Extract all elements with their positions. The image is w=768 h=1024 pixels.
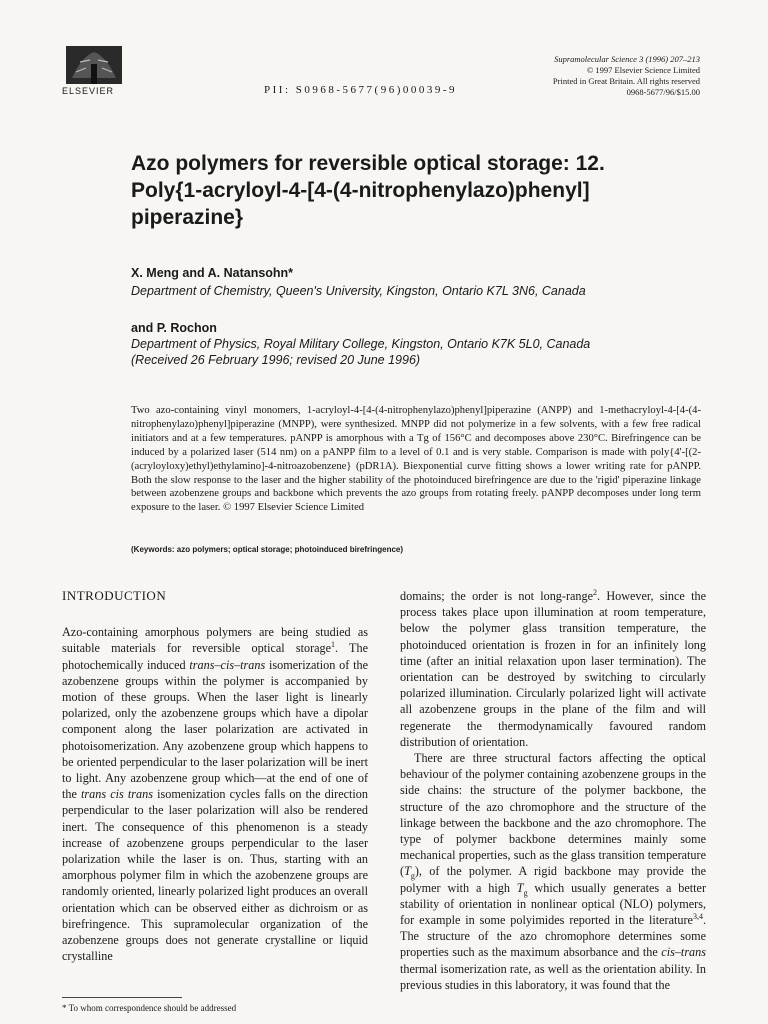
citation-ref: 2	[593, 587, 598, 597]
affiliation-1-text: Department of Chemistry, Queen's University, Kingston, Ontario K7L 3N6, Canada	[131, 284, 586, 298]
journal-info	[553, 54, 700, 98]
pii-code: PII: S0968-5677(96)00039-9	[264, 84, 458, 96]
citation-ref: 1	[331, 640, 336, 650]
received-dates: (Received 26 February 1996; revised 20 June 1996)	[131, 353, 421, 367]
body-right-column	[400, 588, 706, 993]
printed-line: Printed in Great Britain. All rights reserved	[552, 76, 700, 86]
footnote: * To whom correspondence should be addressed	[62, 1003, 237, 1013]
intro-paragraph-2: There are three structural factors affecting the optical behaviour of the polymer containing azobenzene groups in the side chains: the structure of the polymer backbone, the structure of the azo chromophore and the structure of the linkage between the backbone and the azo chromophore. The type of polymer backbone determines mainly some mechanical properties, such as the glass transition temperature $(T_g)$, of the polymer. A rigid backbone may provide the polymer with a high $T_g$ which usually generates a better stability of orientation in nonlinear optical (NLO) polymers, for example in some polyimides reported in the literature$^{3,4}$. The structure of the azo chromophore determines some properties such as the maximum absorbance and the cis–trans thermal isomerization rate, as well as the orientation ability. In previous studies in this laboratory, it was found that the	[400, 751, 707, 992]
body-left-column	[62, 588, 368, 964]
publisher-name: ELSEVIER	[62, 86, 115, 96]
author-group-2: and P. Rochon	[131, 321, 217, 335]
affiliation-1	[131, 283, 586, 299]
author-group-1: X. Meng and A. Natansohn*	[131, 266, 294, 280]
abstract: Two azo-containing vinyl monomers, 1-acryloyl-4-[4-(4-nitrophenylazo)phenyl]piperazine (ANPP) and 1-methacryloyl-4-[4-(4-nitrophenylazo)phenyl]piperazine (MNPP), were synthesized. MNPP did not polymerize in a few solvents, with a few free radical initiators and at a few temperatures. pANPP is amorphous with a Tg of 156°C and decomposes above 230°C. Birefringence can be induced by a polarized laser (514 nm) on a pANPP film to a level of 0.1 and is very stable. Comparison is made with poly{4'-[(2-(acryloyloxy)ethyl)ethylamino]-4-nitroazobenzene} (pDR1A). Biexponential curve fitting shows a lower writing rate for pANPP. Both the slow response to the laser and the higher stability of the photoinduced birefringence are due to the 'rigid' piperazine linkage between azobenzene groups and backbone which prevents the azo groups from rotating freely. pANPP decomposes under long term exposure to the laser. © 1997 Elsevier Science Limited	[131, 405, 701, 514]
section-heading-introduction: INTRODUCTION	[62, 588, 167, 603]
title-line-1: Azo polymers for reversible optical storage: 12.	[131, 152, 605, 175]
copyright-line: © 1997 Elsevier Science Limited	[586, 65, 700, 75]
affiliation-2	[131, 336, 590, 368]
footnote-rule	[62, 997, 182, 998]
affiliation-2-text: Department of Physics, Royal Military College, Kingston, Ontario K7K 5L0, Canada	[131, 337, 591, 351]
citation-ref: 3,4	[692, 912, 703, 921]
keywords: (Keywords: azo polymers; optical storage; photoinduced birefringence)	[131, 545, 404, 554]
title-line-3: piperazine}	[131, 206, 244, 229]
intro-paragraph-continued: domains; the order is not long-range$^2$. However, since the process takes place upon illumination at room temperature, below the polymer glass transition temperature, the photoinduced orientation is frozen in for an infinitely long time (after an initial relaxation upon laser termination). The orientation can be destroyed by switching to circularly polarized illumination. Circularly polarized light will activate all azobenzene groups in the plane of the film and will regenerate the thermodynamically favoured random distribution of orientation.	[400, 587, 706, 749]
title-line-2: Poly{1-acryloyl-4-[4-(4-nitrophenylazo)phenyl]	[131, 179, 590, 202]
article-title	[131, 150, 691, 231]
intro-paragraph-1: Azo-containing amorphous polymers are being studied as suitable materials for reversible optical storage$^1$. The photochemically induced trans–cis–trans isomerization of the azobenzene groups within the polymer is accompanied by motion of these groups. When the laser light is linearly polarized, only the azobenzene groups which have a dipolar component along the laser polarization are activated in photoisomerization. Any azobenzene group which happens to be oriented perpendicular to the laser polarization will be inert to light. Any azobenzene group which—at the end of one of the trans cis trans isomenization cycles falls on the direction perpendicular to the laser polarization will also be rendered inert. The consequence of this phenomenon is a steady increase of azobenzene groups perpendicular to the laser polarization while the laser is on. Thus, starting with an amorphous polymer film in which the azobenzene groups are randomly oriented, linearly polarized light produces an overall orientation which can be observed either as dichroism or as birefringence. This supramolecular organization of the azobenzene groups does not generate crystalline or liquid crystalline	[62, 625, 368, 964]
journal-citation: Supramolecular Science 3 (1996) 207–213	[554, 54, 700, 64]
issn-price: 0968-5677/96/$15.00	[626, 87, 700, 97]
